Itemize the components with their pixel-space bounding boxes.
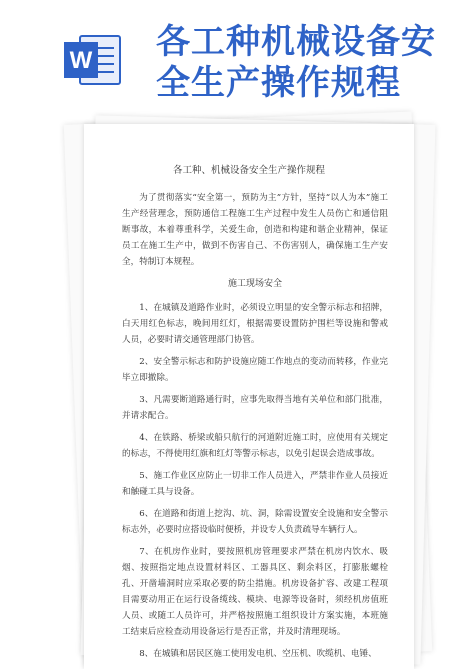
rule-item-1: 1、在城镇及道路作业时，必须设立明显的安全警示标志和招牌，白天用红色标志，晚间用红灯，根据需要设置防护围栏等设施和警戒人员，必要时请交通管理部门协管。 <box>122 303 388 345</box>
banner-title-line-1: 各工种机械设备安 <box>156 22 436 62</box>
rule-item-4: 4、在铁路、桥梁或船只航行的河道附近施工时，应使用有关规定的标志，不得使用红旗和红灯等警示标志，以免引起误会造成事故。 <box>122 433 388 459</box>
banner-title <box>156 22 466 104</box>
rule-item-2: 2、安全警示标志和防护设施应随工作地点的变动而转移，作业完毕立即撤除。 <box>122 357 388 383</box>
document-title: 各工种、机械设备安全生产操作规程 <box>172 165 325 176</box>
rule-item-5: 5、施工作业区应防止一切非工作人员进入，严禁非作业人员接近和触碰工具与设备。 <box>122 471 388 497</box>
intro-paragraph: 为了贯彻落实“安全第一，预防为主”方针，坚持“以人为本”施工生产经营理念，预防通信工程施工生产过程中发生人员伤亡和通信阻断事故，本着尊重科学，关爱生命，创造和构建和谐企业精神，保证员工在施工生产中，做到不伤害自己、不伤害别人，确保施工生产安全，特制订本规程。 <box>122 193 388 267</box>
word-document-icon <box>64 34 122 86</box>
rule-item-7: 7、在机房作业时，要按照机房管理要求严禁在机房内饮水、吸烟、按照指定地点设置材料区、工器具区、剩余料区，打膨胀螺栓孔、开凿墙洞时应采取必要的防尘措施。机房设备扩容、改建工程项目需要动用正在运行设备缆线、模块、电源等设备时，须经机房值班人员、或随工人员许可，并严格按照施工组织设计方案实施，本班施工结束后应检查动用设备运行是否正常，并及时清理现场。 <box>122 547 388 637</box>
svg-text:W: W <box>69 47 93 74</box>
document-page <box>84 124 414 669</box>
title-banner <box>0 0 474 110</box>
rule-item-6: 6、在道路和街道上挖沟、坑、洞，除需设置安全设施和安全警示标志外，必要时应搭设临时便桥，并设专人负责疏导车辆行人。 <box>122 509 388 535</box>
rule-item-3: 3、凡需要断道路通行时，应事先取得当地有关单位和部门批准，并请求配合。 <box>122 395 388 421</box>
rule-item-8: 8、在城镇和居民区施工使用发电机、空压机、吹缆机、电锤、 <box>139 649 377 659</box>
banner-title-line-2: 全生产操作规程 <box>156 63 401 103</box>
document-body <box>122 190 388 662</box>
section-heading: 施工现场安全 <box>227 279 282 289</box>
